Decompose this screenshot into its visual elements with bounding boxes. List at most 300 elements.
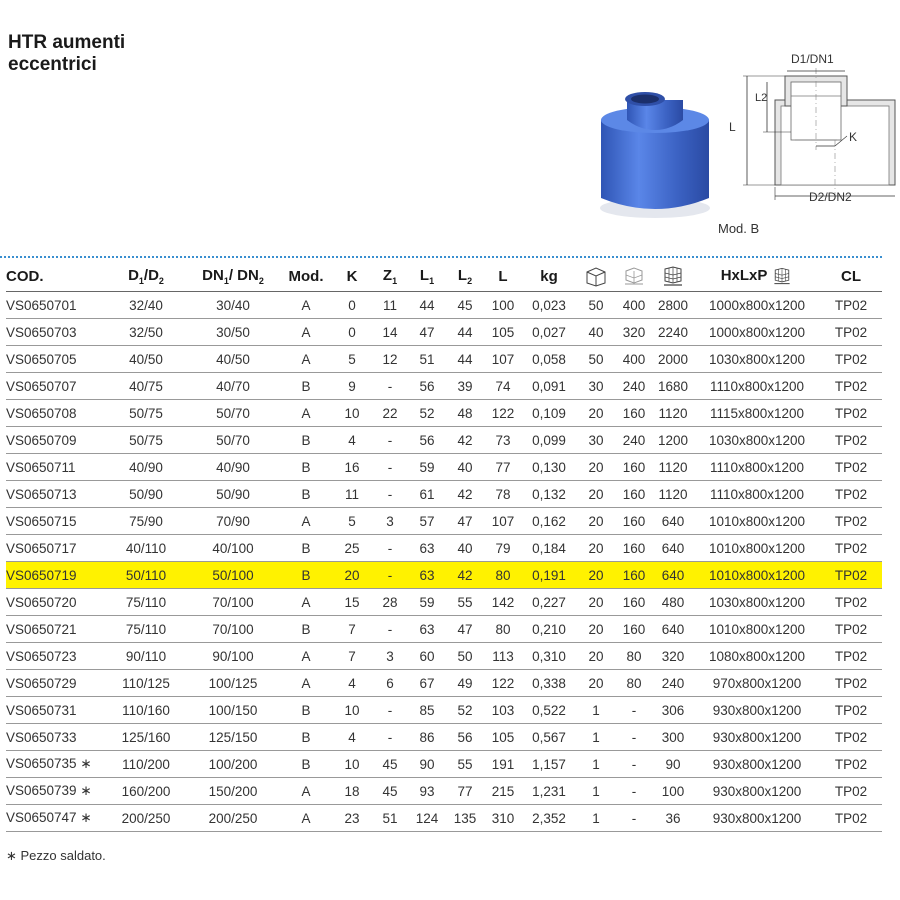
cell-cod: VS0650708 — [6, 400, 106, 427]
cell-dn: 200/250 — [186, 805, 280, 832]
cell-cod: VS0650720 — [6, 589, 106, 616]
cell-cl: TP02 — [820, 778, 882, 805]
cell-pcs-pallet: 100 — [652, 778, 694, 805]
cell-pcs-box: 1 — [576, 697, 616, 724]
cell-d: 75/110 — [106, 589, 186, 616]
table-body — [6, 292, 882, 832]
cell-dn: 100/200 — [186, 751, 280, 778]
cell-pcs-small-pallet: 240 — [616, 427, 652, 454]
cell-z1: 28 — [372, 589, 408, 616]
cell-kg: 0,184 — [522, 535, 576, 562]
cell-cl: TP02 — [820, 697, 882, 724]
cell-z1: - — [372, 724, 408, 751]
cell-z1: 14 — [372, 319, 408, 346]
cell-pcs-box: 30 — [576, 373, 616, 400]
cell-kg: 0,027 — [522, 319, 576, 346]
cell-l: 100 — [484, 292, 522, 319]
cell-kg: 0,132 — [522, 481, 576, 508]
table-row — [6, 427, 882, 454]
cell-dn: 50/100 — [186, 562, 280, 589]
cell-kg: 0,310 — [522, 643, 576, 670]
cell-d: 110/200 — [106, 751, 186, 778]
cell-z1: - — [372, 535, 408, 562]
cell-l2: 42 — [446, 562, 484, 589]
cell-l2: 45 — [446, 292, 484, 319]
cell-l2: 50 — [446, 643, 484, 670]
cell-l2: 48 — [446, 400, 484, 427]
cell-l2: 40 — [446, 535, 484, 562]
cell-l1: 93 — [408, 778, 446, 805]
cell-pcs-box: 20 — [576, 535, 616, 562]
cell-dn: 30/50 — [186, 319, 280, 346]
cell-pcs-small-pallet: 160 — [616, 562, 652, 589]
cell-pcs-box: 30 — [576, 427, 616, 454]
cell-l: 78 — [484, 481, 522, 508]
cell-l: 74 — [484, 373, 522, 400]
cell-z1: 3 — [372, 643, 408, 670]
cell-l: 122 — [484, 400, 522, 427]
cell-pcs-small-pallet: - — [616, 697, 652, 724]
cell-cl: TP02 — [820, 724, 882, 751]
cell-pallet-dims: 1115x800x1200 — [694, 400, 820, 427]
table-row — [6, 400, 882, 427]
cell-dn: 40/70 — [186, 373, 280, 400]
cell-k: 7 — [332, 616, 372, 643]
cell-pallet-dims: 1000x800x1200 — [694, 319, 820, 346]
cell-k: 4 — [332, 724, 372, 751]
cell-cod: VS0650707 — [6, 373, 106, 400]
cell-pcs-pallet: 320 — [652, 643, 694, 670]
cell-l: 215 — [484, 778, 522, 805]
cell-l: 77 — [484, 454, 522, 481]
cell-l1: 124 — [408, 805, 446, 832]
col-z1: $Z_1$ — [372, 261, 408, 292]
label-d1-dn1: D1/DN1 — [791, 52, 834, 66]
cell-l: 142 — [484, 589, 522, 616]
cell-kg: 1,231 — [522, 778, 576, 805]
table-row — [6, 454, 882, 481]
cell-z1: - — [372, 697, 408, 724]
cell-pcs-small-pallet: 160 — [616, 481, 652, 508]
table-row — [6, 481, 882, 508]
cell-k: 15 — [332, 589, 372, 616]
cell-mod: B — [280, 427, 332, 454]
cell-cod: VS0650715 — [6, 508, 106, 535]
cell-l1: 47 — [408, 319, 446, 346]
cell-cl: TP02 — [820, 589, 882, 616]
cell-k: 10 — [332, 400, 372, 427]
cell-pallet-dims: 930x800x1200 — [694, 778, 820, 805]
cell-pallet-dims: 930x800x1200 — [694, 697, 820, 724]
cell-d: 32/40 — [106, 292, 186, 319]
cell-mod: B — [280, 562, 332, 589]
cell-pcs-box: 50 — [576, 346, 616, 373]
cell-z1: - — [372, 454, 408, 481]
cell-pcs-small-pallet: 160 — [616, 508, 652, 535]
cell-l2: 135 — [446, 805, 484, 832]
cell-k: 18 — [332, 778, 372, 805]
cell-dn: 40/100 — [186, 535, 280, 562]
table-row — [6, 535, 882, 562]
cell-cod: VS0650723 — [6, 643, 106, 670]
cell-k: 11 — [332, 481, 372, 508]
cell-pcs-pallet: 640 — [652, 508, 694, 535]
cell-pcs-small-pallet: 320 — [616, 319, 652, 346]
cell-d: 110/125 — [106, 670, 186, 697]
cell-pcs-small-pallet: 160 — [616, 454, 652, 481]
table-row — [6, 589, 882, 616]
cell-pallet-dims: 1030x800x1200 — [694, 427, 820, 454]
cell-z1: 45 — [372, 751, 408, 778]
cell-pcs-box: 20 — [576, 481, 616, 508]
cell-mod: A — [280, 670, 332, 697]
cell-pcs-box: 20 — [576, 400, 616, 427]
cell-cl: TP02 — [820, 751, 882, 778]
cell-pcs-box: 50 — [576, 292, 616, 319]
cell-l2: 42 — [446, 427, 484, 454]
cell-d: 50/75 — [106, 400, 186, 427]
cell-pcs-pallet: 240 — [652, 670, 694, 697]
col-l1: $L_1$ — [408, 261, 446, 292]
cell-l2: 55 — [446, 589, 484, 616]
cell-mod: A — [280, 778, 332, 805]
table-row-highlighted — [6, 562, 882, 589]
cell-z1: 6 — [372, 670, 408, 697]
cell-pcs-box: 20 — [576, 508, 616, 535]
cell-kg: 0,210 — [522, 616, 576, 643]
cell-cod: VS0650733 — [6, 724, 106, 751]
col-small-pallet — [616, 261, 652, 292]
cell-d: 50/110 — [106, 562, 186, 589]
cell-cl: TP02 — [820, 535, 882, 562]
col-d: $D_1/D_2$ — [106, 261, 186, 292]
cell-l: 105 — [484, 319, 522, 346]
cell-l: 80 — [484, 562, 522, 589]
cell-pcs-box: 1 — [576, 751, 616, 778]
cell-l1: 56 — [408, 427, 446, 454]
cell-pcs-small-pallet: - — [616, 724, 652, 751]
cell-pallet-dims: 930x800x1200 — [694, 724, 820, 751]
cell-pcs-pallet: 2800 — [652, 292, 694, 319]
footnote: ∗ Pezzo saldato. — [6, 848, 106, 863]
technical-diagram — [729, 50, 900, 215]
cell-pallet-dims: 1010x800x1200 — [694, 616, 820, 643]
cell-mod: B — [280, 616, 332, 643]
cell-kg: 0,522 — [522, 697, 576, 724]
label-l: L — [729, 120, 736, 134]
cell-cl: TP02 — [820, 400, 882, 427]
cell-kg: 0,091 — [522, 373, 576, 400]
cell-l: 107 — [484, 346, 522, 373]
cell-pcs-small-pallet: - — [616, 805, 652, 832]
page-title — [8, 32, 125, 76]
table-row — [6, 346, 882, 373]
cell-mod: B — [280, 724, 332, 751]
cell-l2: 44 — [446, 346, 484, 373]
cell-pcs-box: 20 — [576, 454, 616, 481]
cell-pallet-dims: 1080x800x1200 — [694, 643, 820, 670]
cell-cod: VS0650739 ∗ — [6, 778, 106, 805]
cell-kg: 1,157 — [522, 751, 576, 778]
cell-z1: 3 — [372, 508, 408, 535]
cell-cl: TP02 — [820, 481, 882, 508]
cell-pcs-pallet: 1680 — [652, 373, 694, 400]
cell-mod: B — [280, 481, 332, 508]
cell-pallet-dims: 1030x800x1200 — [694, 346, 820, 373]
cell-l1: 63 — [408, 616, 446, 643]
cell-pcs-small-pallet: 160 — [616, 535, 652, 562]
cell-mod: B — [280, 697, 332, 724]
cell-mod: A — [280, 589, 332, 616]
cell-pcs-small-pallet: 80 — [616, 643, 652, 670]
cell-pcs-small-pallet: 400 — [616, 292, 652, 319]
cell-l: 310 — [484, 805, 522, 832]
cell-pcs-pallet: 90 — [652, 751, 694, 778]
cell-k: 0 — [332, 319, 372, 346]
cell-pcs-box: 40 — [576, 319, 616, 346]
cell-pallet-dims: 930x800x1200 — [694, 805, 820, 832]
cell-l: 122 — [484, 670, 522, 697]
cell-dn: 70/100 — [186, 616, 280, 643]
cell-pcs-pallet: 640 — [652, 535, 694, 562]
cell-pallet-dims: 1010x800x1200 — [694, 562, 820, 589]
cell-pcs-small-pallet: - — [616, 751, 652, 778]
cell-z1: 45 — [372, 778, 408, 805]
cell-k: 16 — [332, 454, 372, 481]
cell-k: 4 — [332, 670, 372, 697]
product-table — [6, 261, 882, 832]
cell-dn: 40/90 — [186, 454, 280, 481]
cell-dn: 30/40 — [186, 292, 280, 319]
cell-pallet-dims: 1010x800x1200 — [694, 508, 820, 535]
cell-pcs-box: 20 — [576, 616, 616, 643]
col-mod: Mod. — [280, 261, 332, 292]
cell-dn: 40/50 — [186, 346, 280, 373]
cell-kg: 0,058 — [522, 346, 576, 373]
cell-l: 73 — [484, 427, 522, 454]
cell-l1: 44 — [408, 292, 446, 319]
cell-l2: 55 — [446, 751, 484, 778]
cell-d: 110/160 — [106, 697, 186, 724]
cell-cod: VS0650747 ∗ — [6, 805, 106, 832]
table-header-row — [6, 261, 882, 292]
col-hlp: HxLxP — [694, 261, 820, 292]
cell-z1: - — [372, 481, 408, 508]
table-row — [6, 670, 882, 697]
cell-mod: B — [280, 751, 332, 778]
cell-l1: 86 — [408, 724, 446, 751]
cell-kg: 0,191 — [522, 562, 576, 589]
cell-d: 32/50 — [106, 319, 186, 346]
box-icon — [583, 265, 609, 287]
cell-l: 191 — [484, 751, 522, 778]
cell-d: 40/75 — [106, 373, 186, 400]
cell-kg: 0,227 — [522, 589, 576, 616]
cell-cod: VS0650717 — [6, 535, 106, 562]
cell-mod: B — [280, 454, 332, 481]
cell-l2: 44 — [446, 319, 484, 346]
section-divider — [0, 256, 882, 258]
table-row — [6, 508, 882, 535]
cell-l: 105 — [484, 724, 522, 751]
cell-pcs-pallet: 2240 — [652, 319, 694, 346]
cell-z1: - — [372, 373, 408, 400]
cell-mod: A — [280, 805, 332, 832]
cell-z1: 12 — [372, 346, 408, 373]
label-k: K — [849, 130, 858, 144]
cell-k: 0 — [332, 292, 372, 319]
cell-l2: 49 — [446, 670, 484, 697]
col-k: K — [332, 261, 372, 292]
cell-l1: 60 — [408, 643, 446, 670]
cell-pcs-pallet: 640 — [652, 562, 694, 589]
cell-pcs-small-pallet: 80 — [616, 670, 652, 697]
cell-l2: 40 — [446, 454, 484, 481]
col-box — [576, 261, 616, 292]
cell-pallet-dims: 1030x800x1200 — [694, 589, 820, 616]
cell-pcs-pallet: 300 — [652, 724, 694, 751]
cell-kg: 0,338 — [522, 670, 576, 697]
cell-pallet-dims: 930x800x1200 — [694, 751, 820, 778]
cell-pcs-pallet: 1120 — [652, 454, 694, 481]
cell-cl: TP02 — [820, 454, 882, 481]
cell-pallet-dims: 970x800x1200 — [694, 670, 820, 697]
cell-pcs-box: 20 — [576, 562, 616, 589]
cell-mod: A — [280, 643, 332, 670]
cell-mod: B — [280, 373, 332, 400]
cell-pcs-pallet: 2000 — [652, 346, 694, 373]
table-row — [6, 697, 882, 724]
cell-cl: TP02 — [820, 346, 882, 373]
cell-dn: 125/150 — [186, 724, 280, 751]
cell-pcs-box: 1 — [576, 778, 616, 805]
cell-k: 25 — [332, 535, 372, 562]
cell-pcs-small-pallet: 400 — [616, 346, 652, 373]
cell-pcs-small-pallet: 160 — [616, 616, 652, 643]
cell-kg: 0,162 — [522, 508, 576, 535]
cell-pcs-small-pallet: 160 — [616, 589, 652, 616]
model-caption: Mod. B — [718, 221, 760, 236]
cell-l1: 63 — [408, 562, 446, 589]
cell-d: 200/250 — [106, 805, 186, 832]
label-d2-dn2: D2/DN2 — [809, 190, 852, 204]
cell-pcs-small-pallet: - — [616, 778, 652, 805]
cell-mod: B — [280, 535, 332, 562]
cell-pcs-box: 1 — [576, 805, 616, 832]
cell-mod: A — [280, 319, 332, 346]
cell-cl: TP02 — [820, 562, 882, 589]
title-line-2: eccentrici — [8, 54, 97, 75]
cell-cl: TP02 — [820, 805, 882, 832]
cell-l2: 77 — [446, 778, 484, 805]
cell-mod: A — [280, 400, 332, 427]
cell-k: 9 — [332, 373, 372, 400]
cell-d: 160/200 — [106, 778, 186, 805]
cell-pcs-pallet: 640 — [652, 616, 694, 643]
cell-pcs-box: 1 — [576, 724, 616, 751]
small-pallet-icon — [621, 265, 647, 287]
cell-k: 23 — [332, 805, 372, 832]
cell-dn: 50/70 — [186, 400, 280, 427]
table-row — [6, 616, 882, 643]
product-photo — [585, 90, 725, 220]
table-row — [6, 292, 882, 319]
cell-l: 113 — [484, 643, 522, 670]
cell-z1: - — [372, 427, 408, 454]
cell-l1: 51 — [408, 346, 446, 373]
cell-cl: TP02 — [820, 319, 882, 346]
cell-l2: 47 — [446, 508, 484, 535]
cell-pcs-pallet: 36 — [652, 805, 694, 832]
col-dn: $DN_1/$ $DN_2$ — [186, 261, 280, 292]
cell-d: 50/90 — [106, 481, 186, 508]
cell-kg: 0,099 — [522, 427, 576, 454]
table-row — [6, 373, 882, 400]
cell-k: 10 — [332, 751, 372, 778]
cell-kg: 0,109 — [522, 400, 576, 427]
cell-l2: 47 — [446, 616, 484, 643]
cell-cod: VS0650721 — [6, 616, 106, 643]
cell-k: 7 — [332, 643, 372, 670]
cell-pcs-pallet: 1120 — [652, 481, 694, 508]
cell-pcs-pallet: 1120 — [652, 400, 694, 427]
cell-k: 10 — [332, 697, 372, 724]
cell-cod: VS0650711 — [6, 454, 106, 481]
cell-kg: 2,352 — [522, 805, 576, 832]
cell-z1: - — [372, 562, 408, 589]
cell-pcs-box: 20 — [576, 643, 616, 670]
cell-l1: 90 — [408, 751, 446, 778]
cell-k: 4 — [332, 427, 372, 454]
cell-cod: VS0650735 ∗ — [6, 751, 106, 778]
table-row — [6, 805, 882, 832]
cell-cod: VS0650703 — [6, 319, 106, 346]
table-row — [6, 778, 882, 805]
cell-l1: 56 — [408, 373, 446, 400]
col-cod: COD. — [6, 261, 106, 292]
cell-k: 5 — [332, 508, 372, 535]
cell-pcs-box: 20 — [576, 589, 616, 616]
cell-cod: VS0650729 — [6, 670, 106, 697]
cell-pallet-dims: 1110x800x1200 — [694, 373, 820, 400]
col-cl: CL — [820, 261, 882, 292]
cell-cod: VS0650713 — [6, 481, 106, 508]
cell-d: 125/160 — [106, 724, 186, 751]
cell-dn: 150/200 — [186, 778, 280, 805]
cell-pcs-pallet: 480 — [652, 589, 694, 616]
cell-pcs-pallet: 1200 — [652, 427, 694, 454]
cell-pallet-dims: 1110x800x1200 — [694, 481, 820, 508]
cell-dn: 100/150 — [186, 697, 280, 724]
cell-cod: VS0650719 — [6, 562, 106, 589]
cell-k: 5 — [332, 346, 372, 373]
cell-l2: 56 — [446, 724, 484, 751]
col-pallet — [652, 261, 694, 292]
cell-cod: VS0650731 — [6, 697, 106, 724]
cell-dn: 70/90 — [186, 508, 280, 535]
cell-cl: TP02 — [820, 670, 882, 697]
cell-dn: 90/100 — [186, 643, 280, 670]
col-l2: $L_2$ — [446, 261, 484, 292]
cell-l: 79 — [484, 535, 522, 562]
cell-z1: 51 — [372, 805, 408, 832]
cell-dn: 70/100 — [186, 589, 280, 616]
cell-l2: 52 — [446, 697, 484, 724]
col-kg: kg — [522, 261, 576, 292]
cell-cl: TP02 — [820, 508, 882, 535]
cell-l1: 61 — [408, 481, 446, 508]
cell-l1: 57 — [408, 508, 446, 535]
